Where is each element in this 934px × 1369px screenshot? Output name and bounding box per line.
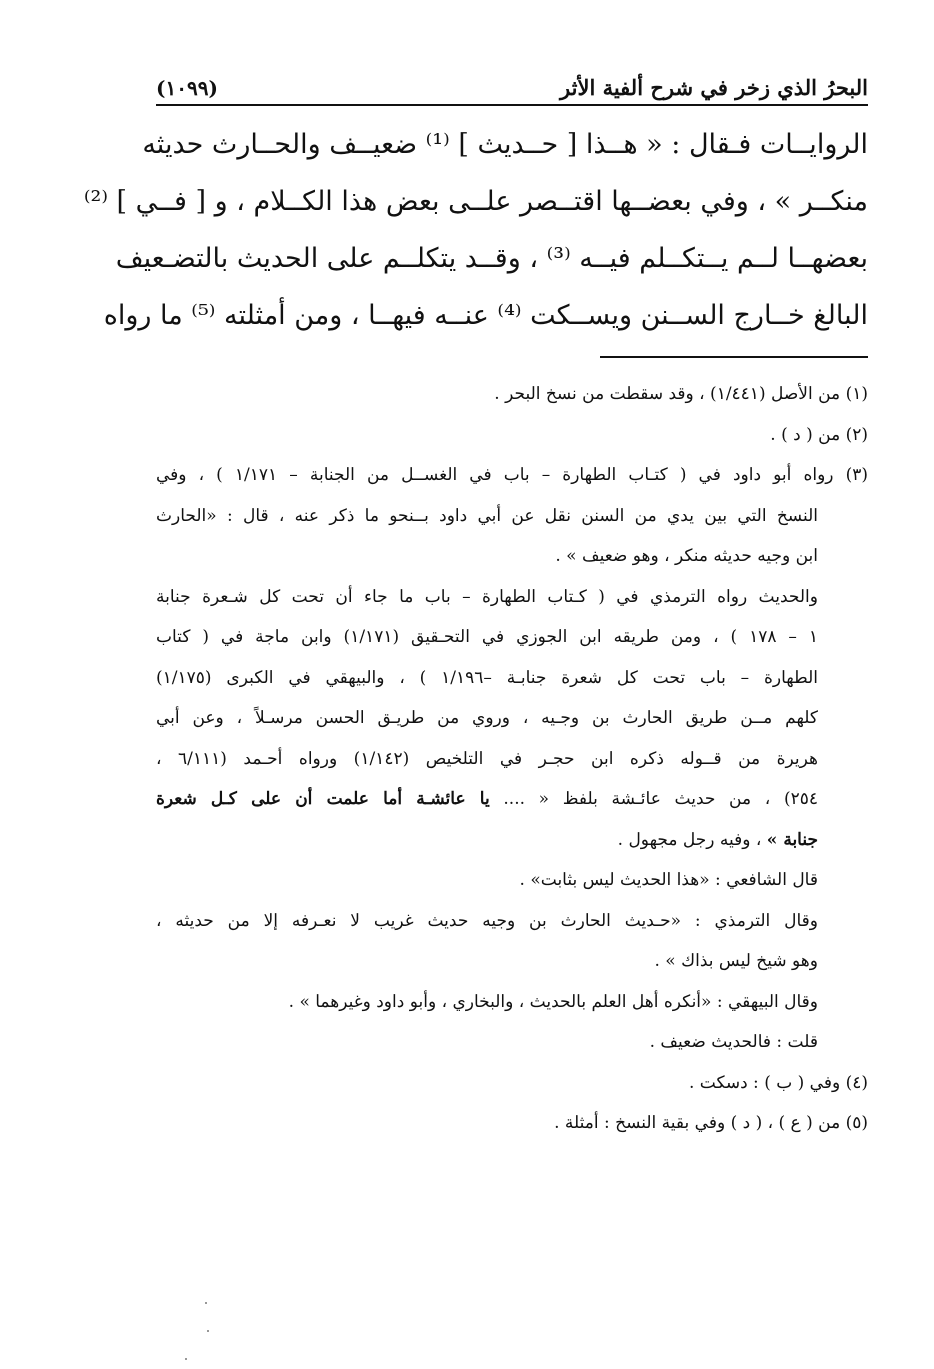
footnote-separator bbox=[600, 356, 868, 358]
main-text bbox=[83, 116, 868, 344]
scan-speck bbox=[205, 1302, 207, 1304]
footnote-3-line: ابن وجيه حديثه منكر ، وهو ضعيف » . bbox=[555, 546, 818, 566]
footnote-3-line: قال الشافعي : «هذا الحديث ليس بثابت» . bbox=[519, 870, 818, 890]
page-number: (١٠٩٩) bbox=[156, 76, 218, 100]
running-title: البحرُ الذي زخر في شرح ألفية الأثر bbox=[560, 75, 868, 100]
page-header bbox=[156, 58, 868, 100]
footnote-2: (٢) من ( د ) . bbox=[770, 424, 868, 445]
footnote-5: (٥) من ( ع ) ، ( د ) وفي بقية النسخ : أمثلة . bbox=[554, 1113, 868, 1133]
footnote-3-line: وقال الترمذي : «حـديث الحارث بن وجيه حديث غريب لا نعـرفه إلا من حديثه ، bbox=[156, 910, 818, 931]
header-rule bbox=[156, 104, 868, 106]
scan-speck bbox=[185, 1358, 187, 1360]
footnote-3-line bbox=[156, 820, 868, 861]
footnote-3-line: (٣) رواه أبو داود في ( كتـاب الطهارة – باب في الغســل من الجنابة – ١/١٧١ ) ، وفي bbox=[156, 465, 868, 485]
footnote-3-quote: يا عائشـة أما علمت أن على كـل شعرة bbox=[156, 789, 490, 809]
main-line: منكــر » ، وفي بعضــها اقتــصر علــى بعض هذا الكــلام ، و [ فــي ] ⁽²⁾ bbox=[83, 186, 868, 217]
footnote-1: (١) من الأصل (١/٤٤١) ، وقد سقطت من نسخ البحر . bbox=[494, 384, 868, 404]
main-line: البالغ خــارج الســنن ويســكت ⁽⁴⁾ عنــه فيهــا ، ومن أمثلته ⁽⁵⁾ ما رواه bbox=[103, 300, 868, 331]
footnote-3-line: كلهم مــن طريق الحارث بن وجـيه ، وروي من طريـق الحسن مرسـلاً ، وعن أبي bbox=[156, 708, 818, 728]
footnote-3-line bbox=[156, 779, 868, 820]
footnote-3-line: والحديث رواه الترمذي في ( كـتاب الطهارة – باب ما جاء أن تحت كل شـعرة جنابة bbox=[156, 586, 818, 607]
footnote-3-line: هريرة من قــوله ذكره ابن حجـر في التلخيص (١/١٤٢) ورواه أحـمد (٦/١١١ ، bbox=[156, 748, 819, 769]
footnote-4: (٤) وفي ( ب ) : دسكت . bbox=[688, 1072, 868, 1093]
main-line: بعضهــا لــم يــتكــلم فيــه ⁽³⁾ ، وقــد يتكلــم على الحديث بالتضـعيف bbox=[115, 243, 868, 274]
footnote-3-line: الطهارة – باب تحت كل شعرة جنابـة –١/١٩٦ ) ، والبيهقي في الكبرى (١/١٧٥) bbox=[156, 667, 818, 688]
footnote-3-line: ١ – ١٧٨ ) ، ومن طريقه ابن الجوزي في التحـقيق (١/١٧١) وابن ماجة في ( كتاب bbox=[156, 627, 819, 647]
footnote-3-line: النسخ التي بين يدي من السنن نقل عن أبي داود بــنحو ما ذكر عنه ، قال : «الحارث bbox=[156, 505, 818, 526]
footnote-3-line: وقال البيهقي : «أنكره أهل العلم بالحديث ، والبخاري ، وأبو داود وغيرهما » . bbox=[288, 991, 818, 1012]
footnote-3-text: ، وفيه رجل مجهول . bbox=[617, 829, 767, 850]
footnotes bbox=[156, 374, 868, 1144]
scan-speck bbox=[207, 1330, 209, 1332]
footnote-3-line: وهو شيخ ليس بذاك » . bbox=[654, 951, 818, 971]
footnote-3-line: قلت : فالحديث ضعيف . bbox=[649, 1032, 818, 1052]
footnote-3-text: ٢٥٤) ، من حديث عائـشة بلفظ « .... bbox=[489, 789, 818, 809]
main-line: الروايــات فـقال : « هــذا [ حــديث ] ⁽¹⁾ ضعيــف والحــارث حديثه bbox=[142, 129, 868, 160]
footnote-3-quote: جنابة » bbox=[766, 829, 818, 850]
